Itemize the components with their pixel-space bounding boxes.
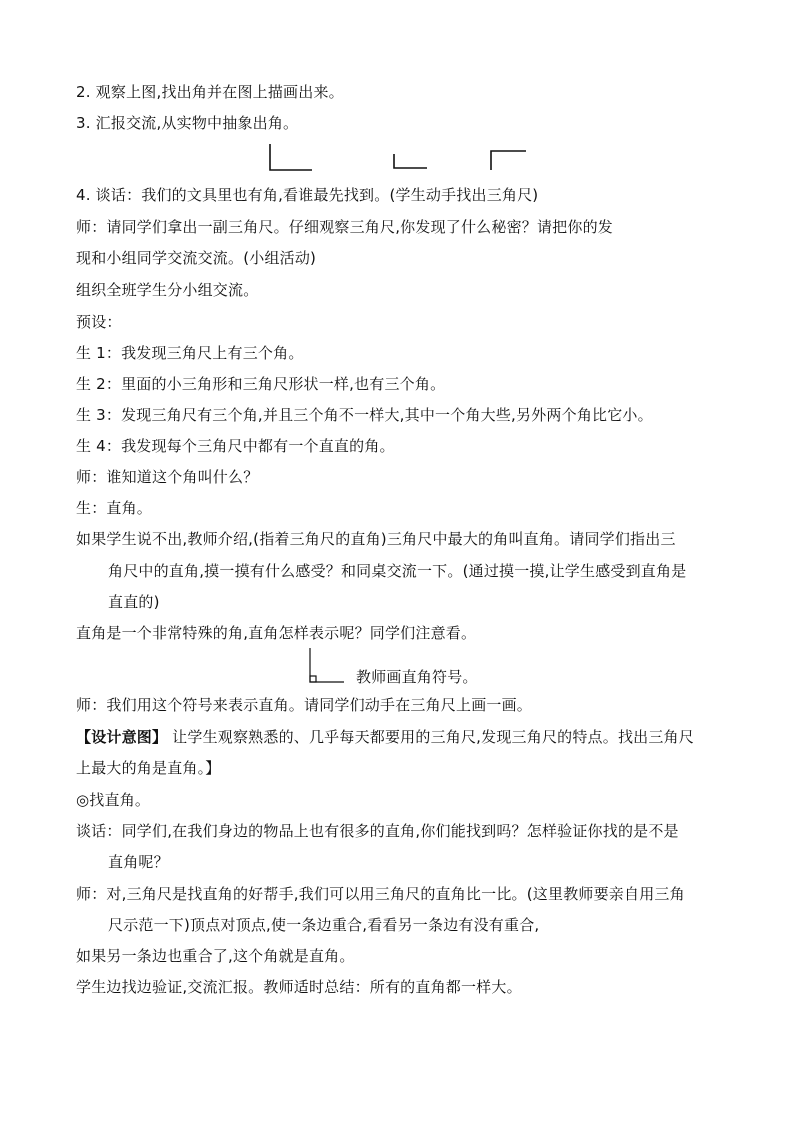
angle-figures	[260, 142, 540, 174]
design-intent-line	[76, 727, 694, 747]
find-right-angle-heading: ◎找直角。	[76, 791, 151, 809]
angle-figure-3	[491, 151, 526, 170]
teacher-demo-line-2: 尺示范一下)顶点对顶点,使一条边重合,看看另一条边有没有重合,	[108, 916, 540, 934]
intro-line-1: 如果学生说不出,教师介绍,(指着三角尺的直角)三角尺中最大的角叫直角。请同学们指出三	[76, 530, 676, 548]
student-2-text: 生 2：里面的小三角形和三角尺形状一样,也有三个角。	[76, 375, 446, 393]
right-angle-symbol-figure	[300, 645, 348, 687]
teacher-demo-line-1: 师：对,三角尺是找直角的好帮手,我们可以用三角尺的直角比一比。(这里教师要亲自用三角	[76, 885, 685, 903]
design-intent-text: 让学生观察熟悉的、几乎每天都要用的三角尺,发现三角尺的特点。找出三角尺	[172, 728, 694, 746]
design-intent-label: 【设计意图】	[76, 728, 168, 746]
intro-line-2: 角尺中的直角,摸一摸有什么感受？和同桌交流一下。(通过摸一摸,让学生感受到直角是	[108, 562, 687, 580]
step-2-text: 2. 观察上图,找出角并在图上描画出来。	[76, 83, 344, 101]
student-3-text: 生 3：发现三角尺有三个角,并且三个角不一样大,其中一个角大些,另外两个角比它小。	[76, 406, 653, 424]
organize-text: 组织全班学生分小组交流。	[76, 281, 259, 299]
student-4-text: 生 4：我发现每个三角尺中都有一个直直的角。	[76, 437, 395, 455]
talk-line-1: 谈话：同学们,在我们身边的物品上也有很多的直角,你们能找到吗？怎样验证你找的是不是	[76, 822, 679, 840]
teacher-demo-line-3: 如果另一条边也重合了,这个角就是直角。	[76, 947, 355, 965]
teacher-line-1-cont: 现和小组同学交流交流。(小组活动)	[76, 249, 317, 267]
student-1-text: 生 1：我发现三角尺上有三个角。	[76, 344, 304, 362]
angle-figure-1	[270, 144, 312, 170]
talk-line-2: 直角呢？	[108, 853, 169, 871]
step-3-text: 3. 汇报交流,从实物中抽象出角。	[76, 114, 299, 132]
right-angle-intro: 直角是一个非常特殊的角,直角怎样表示呢？同学们注意看。	[76, 624, 477, 642]
intro-line-3: 直直的)	[108, 593, 160, 611]
design-intent-cont: 上最大的角是直角。】	[76, 759, 221, 777]
preset-label: 预设：	[76, 313, 122, 331]
angle-figure-2	[394, 154, 427, 168]
draw-symbol-caption: 教师画直角符号。	[356, 668, 478, 686]
teacher-line-1: 师：请同学们拿出一副三角尺。仔细观察三角尺,你发现了什么秘密？请把你的发	[76, 218, 613, 236]
summary-text: 学生边找边验证,交流汇报。教师适时总结：所有的直角都一样大。	[76, 978, 522, 996]
step-4-text: 4. 谈话：我们的文具里也有角,看谁最先找到。(学生动手找出三角尺)	[76, 186, 539, 204]
student-answer: 生：直角。	[76, 499, 153, 517]
teacher-question: 师：谁知道这个角叫什么？	[76, 468, 259, 486]
teacher-symbol-text: 师：我们用这个符号来表示直角。请同学们动手在三角尺上画一画。	[76, 696, 533, 714]
